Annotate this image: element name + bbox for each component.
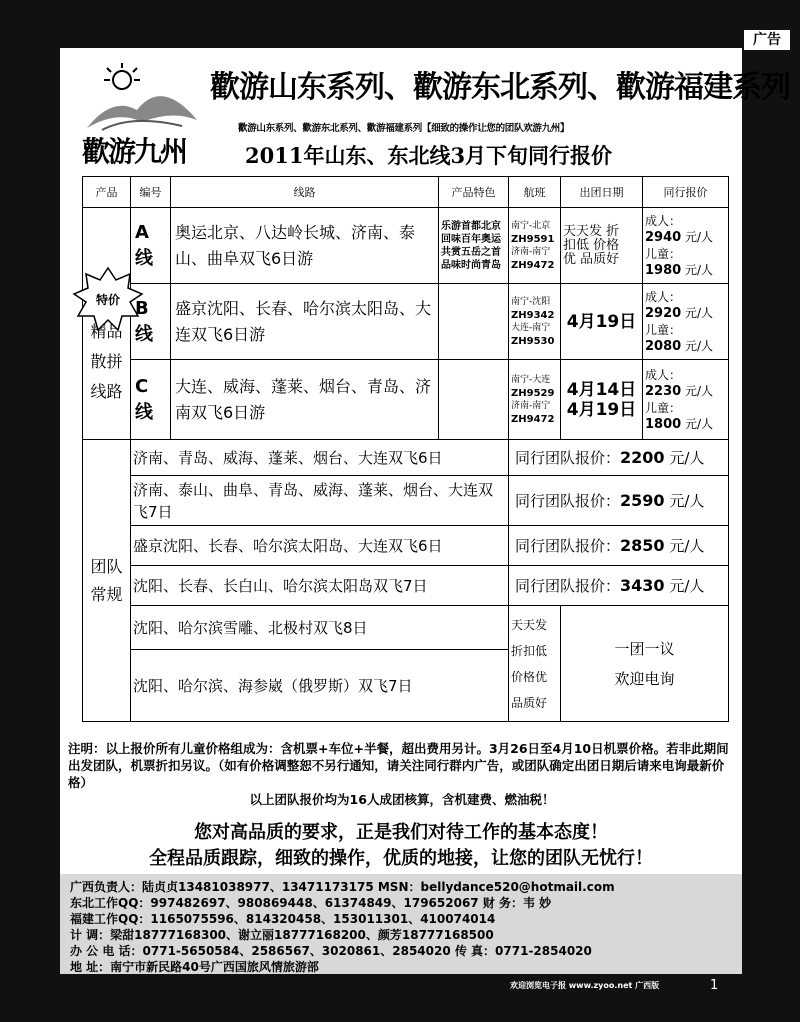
table-row	[83, 360, 729, 440]
team-route: 沈阳、哈尔滨、海参崴（俄罗斯）双飞7日	[131, 650, 509, 722]
team-route: 济南、泰山、曲阜、青岛、威海、蓬莱、烟台、大连双飞7日	[131, 476, 509, 526]
table-row	[83, 284, 729, 360]
line-price: 成人： 2940 元/人 儿童： 1980 元/人	[643, 208, 729, 284]
notes	[68, 740, 736, 808]
table-row	[83, 440, 729, 476]
header-flight: 航班	[509, 177, 561, 208]
header-date: 出团日期	[561, 177, 643, 208]
header-product: 产品	[83, 177, 131, 208]
product-group: 精品散拼线路	[83, 208, 131, 440]
line-code: B线	[131, 284, 171, 360]
team-daily: 天天发 折扣低 价格优 品质好	[509, 606, 561, 722]
contact-row: 办 公 电 话：0771-5650584、2586567、3020861、2854020 传 真：0771-2854020	[70, 944, 592, 958]
contact-row: 广西负责人：陆贞贞13481038977、13471173175 MSN：bellydance520@hotmail.com	[70, 880, 615, 894]
special-tag-label: 特价	[95, 293, 121, 307]
ad-tag: 广告	[744, 30, 790, 50]
header-route: 线路	[171, 177, 439, 208]
team-group: 团队常规	[83, 440, 131, 722]
header-code: 编号	[131, 177, 171, 208]
header-features: 产品特色	[439, 177, 509, 208]
page-number: 1	[710, 978, 719, 993]
line-price: 成人： 2230 元/人 儿童： 1800 元/人	[643, 360, 729, 440]
line-code: C线	[131, 360, 171, 440]
line-flight: 南宁-沈阳 ZH9342 大连-南宁 ZH9530	[509, 284, 561, 360]
table-row	[83, 606, 729, 650]
line-features	[439, 360, 509, 440]
footer-text: 欢迎浏览电子报 www.zyoo.net 广西版	[510, 981, 660, 990]
slogan-2: 全程品质跟踪，细致的操作，优质的地接，让您的团队无忧行！	[149, 848, 653, 869]
contacts-panel	[60, 874, 742, 974]
table-row	[83, 208, 729, 284]
page-subtitle: 2011年山东、东北线3月下旬同行报价	[245, 143, 613, 168]
brochure-page	[60, 48, 790, 974]
line-price: 成人： 2920 元/人 儿童： 2080 元/人	[643, 284, 729, 360]
table-row	[83, 566, 729, 606]
special-offer-burst-icon	[72, 266, 144, 334]
team-price: 同行团队报价：3430 元/人	[509, 566, 729, 606]
main-title: 歡游山东系列、歡游东北系列、歡游福建系列	[210, 70, 790, 105]
team-route: 盛京沈阳、长春、哈尔滨太阳岛、大连双飞6日	[131, 526, 509, 566]
line-route: 大连、威海、蓬莱、烟台、青岛、济南双飞6日游	[171, 360, 439, 440]
line-flight: 南宁-北京 ZH9591 济南-南宁 ZH9472	[509, 208, 561, 284]
note-line-2: 以上团队报价均为16人成团核算，含机建费、燃油税！	[249, 792, 555, 807]
line-code: A线	[131, 208, 171, 284]
line-dates: 4月19日	[561, 284, 643, 360]
line-route: 奥运北京、八达岭长城、济南、泰山、曲阜双飞6日游	[171, 208, 439, 284]
line-features: 乐游首都北京 回味百年奥运 共赏五岳之首 品味时尚青岛	[439, 208, 509, 284]
line-features	[439, 284, 509, 360]
contact-row: 计 调：梁甜18777168300、谢立丽18777168200、颜芳18777168500	[70, 928, 494, 942]
contact-row: 地 址：南宁市新民路40号广西国旅风情旅游部	[70, 960, 319, 974]
team-inquiry: 一团一议 欢迎电询	[561, 606, 729, 722]
line-dates: 天天发 折扣低 价格优 品质好	[561, 208, 643, 284]
line-route: 盛京沈阳、长春、哈尔滨太阳岛、大连双飞6日游	[171, 284, 439, 360]
sub-line: 歡游山东系列、歡游东北系列、歡游福建系列【细致的操作让您的团队欢游九州】	[238, 123, 570, 134]
table-header-row	[83, 177, 729, 208]
logo-text: 歡游九州	[82, 135, 187, 168]
team-price: 同行团队报价：2590 元/人	[509, 476, 729, 526]
team-price: 同行团队报价：2850 元/人	[509, 526, 729, 566]
team-route: 沈阳、哈尔滨雪雕、北极村双飞8日	[131, 606, 509, 650]
team-price: 同行团队报价：2200 元/人	[509, 440, 729, 476]
line-flight: 南宁-大连 ZH9529 济南-南宁 ZH9472	[509, 360, 561, 440]
note-line-1: 注明：以上报价所有儿童价格组成为：含机票+车位+半餐，超出费用另计。3月26日至4月10日机票价格。若非此期间出发团队，机票折扣另议。（如有价格调整恕不另行通知，请关注同行群内广告，或团队确定出团日期后请来电询最新价格）	[68, 741, 729, 790]
slogan-1: 您对高品质的要求，正是我们对待工作的基本态度！	[194, 822, 608, 843]
contact-row: 东北工作QQ：997482697、980869448、61374849、179652067 财 务：韦 妙	[70, 896, 552, 910]
table-row	[83, 526, 729, 566]
contact-row: 福建工作QQ：1165075596、814320458、153011301、410074014	[70, 912, 496, 926]
team-route: 济南、青岛、威海、蓬莱、烟台、大连双飞6日	[131, 440, 509, 476]
table-row	[83, 476, 729, 526]
team-route: 沈阳、长春、长白山、哈尔滨太阳岛双飞7日	[131, 566, 509, 606]
line-dates: 4月14日 4月19日	[561, 360, 643, 440]
price-table	[82, 176, 729, 722]
header-price: 同行报价	[643, 177, 729, 208]
